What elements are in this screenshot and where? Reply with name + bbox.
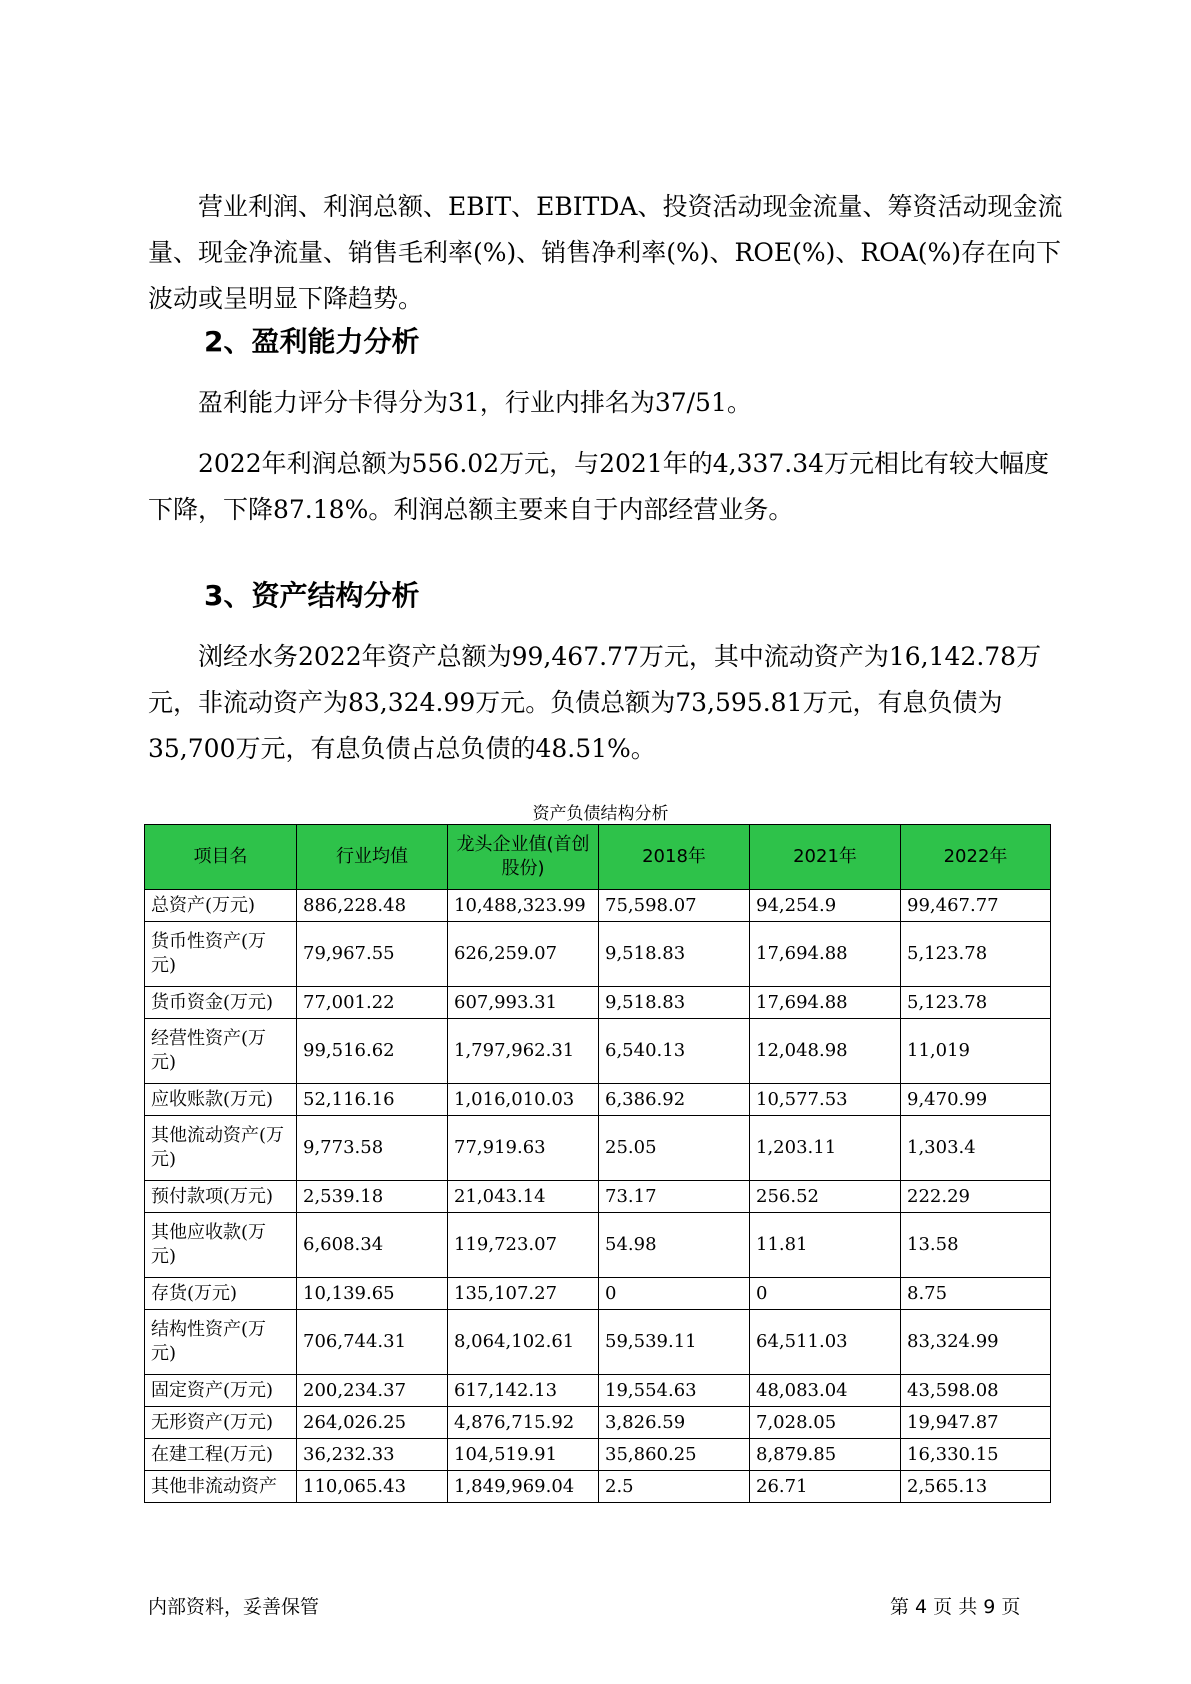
cell-2022: 8.75 [901,1278,1051,1310]
cell-leader-value: 10,488,323.99 [448,890,599,922]
cell-2018: 2.5 [599,1471,750,1503]
cell-2018: 9,518.83 [599,922,750,987]
cell-2022: 16,330.15 [901,1439,1051,1471]
table-row [145,1407,1051,1439]
cell-leader-value: 1,797,962.31 [448,1019,599,1084]
paragraph-declining-indicators: 营业利润、利润总额、EBIT、EBITDA、投资活动现金流量、筹资活动现金流量、现金净流量、销售毛利率(%)、销售净利率(%)、ROE(%)、ROA(%)存在向下波动或呈明显下降趋势。 [148,192,1063,313]
table-row [145,1310,1051,1375]
cell-industry-average: 6,608.34 [297,1213,448,1278]
table-caption: 资产负债结构分析 [532,804,669,824]
table-row [145,987,1051,1019]
table-row [145,1181,1051,1213]
cell-2018: 59,539.11 [599,1310,750,1375]
cell-2018: 75,598.07 [599,890,750,922]
cell-leader-value: 607,993.31 [448,987,599,1019]
cell-industry-average: 110,065.43 [297,1471,448,1503]
cell-2018: 6,540.13 [599,1019,750,1084]
footer-page-number: 第 4 页 共 9 页 [890,1596,1021,1618]
section-heading-asset-structure: 3、资产结构分析 [204,579,420,612]
cell-2022: 2,565.13 [901,1471,1051,1503]
table-row [145,890,1051,922]
asset-liability-table [144,824,1051,1503]
cell-industry-average: 36,232.33 [297,1439,448,1471]
paragraph-total-profit: 2022年利润总额为556.02万元，与2021年的4,337.34万元相比有较大幅度下降，下降87.18%。利润总额主要来自于内部经营业务。 [148,449,1050,524]
cell-2021: 11.81 [750,1213,901,1278]
cell-2018: 3,826.59 [599,1407,750,1439]
cell-2021: 26.71 [750,1471,901,1503]
paragraph-scorecard: 盈利能力评分卡得分为31，行业内排名为37/51。 [198,388,752,417]
cell-industry-average: 52,116.16 [297,1084,448,1116]
table-header-row [145,825,1051,890]
header-year-2022: 2022年 [901,825,1051,890]
row-label: 预付款项(万元) [145,1181,297,1213]
cell-industry-average: 79,967.55 [297,922,448,987]
cell-2018: 54.98 [599,1213,750,1278]
row-label: 其他非流动资产 [145,1471,297,1503]
row-label: 无形资产(万元) [145,1407,297,1439]
cell-2021: 8,879.85 [750,1439,901,1471]
cell-leader-value: 8,064,102.61 [448,1310,599,1375]
cell-2021: 94,254.9 [750,890,901,922]
cell-2018: 25.05 [599,1116,750,1181]
cell-2021: 256.52 [750,1181,901,1213]
cell-2018: 9,518.83 [599,987,750,1019]
header-year-2018: 2018年 [599,825,750,890]
row-label: 其他流动资产(万元) [145,1116,297,1181]
cell-leader-value: 77,919.63 [448,1116,599,1181]
header-item-name: 项目名 [145,825,297,890]
cell-2018: 0 [599,1278,750,1310]
section-heading-profitability: 2、盈利能力分析 [204,325,420,358]
row-label: 存货(万元) [145,1278,297,1310]
cell-2022: 5,123.78 [901,922,1051,987]
cell-2018: 73.17 [599,1181,750,1213]
cell-industry-average: 10,139.65 [297,1278,448,1310]
cell-2021: 64,511.03 [750,1310,901,1375]
cell-industry-average: 706,744.31 [297,1310,448,1375]
row-label: 在建工程(万元) [145,1439,297,1471]
cell-2021: 48,083.04 [750,1375,901,1407]
cell-industry-average: 264,026.25 [297,1407,448,1439]
cell-2022: 83,324.99 [901,1310,1051,1375]
row-label: 货币资金(万元) [145,987,297,1019]
row-label: 其他应收款(万元) [145,1213,297,1278]
cell-2021: 10,577.53 [750,1084,901,1116]
cell-2022: 19,947.87 [901,1407,1051,1439]
footer-confidential-note: 内部资料，妥善保管 [148,1596,320,1618]
cell-leader-value: 135,107.27 [448,1278,599,1310]
table-row [145,1019,1051,1084]
header-industry-average: 行业均值 [297,825,448,890]
cell-2022: 99,467.77 [901,890,1051,922]
row-label: 货币性资产(万元) [145,922,297,987]
cell-leader-value: 119,723.07 [448,1213,599,1278]
cell-2021: 1,203.11 [750,1116,901,1181]
header-year-2021: 2021年 [750,825,901,890]
table-row [145,922,1051,987]
cell-2021: 0 [750,1278,901,1310]
row-label: 应收账款(万元) [145,1084,297,1116]
table-row [145,1213,1051,1278]
cell-leader-value: 1,016,010.03 [448,1084,599,1116]
cell-industry-average: 200,234.37 [297,1375,448,1407]
cell-2022: 11,019 [901,1019,1051,1084]
cell-leader-value: 104,519.91 [448,1439,599,1471]
paragraph-asset-summary: 浏经水务2022年资产总额为99,467.77万元，其中流动资产为16,142.78万元，非流动资产为83,324.99万元。负债总额为73,595.81万元，有息负债为35,700万元，有息负债占总负债的48.51%。 [148,642,1042,763]
cell-2022: 43,598.08 [901,1375,1051,1407]
table-row [145,1116,1051,1181]
cell-2018: 19,554.63 [599,1375,750,1407]
cell-leader-value: 617,142.13 [448,1375,599,1407]
cell-2021: 17,694.88 [750,987,901,1019]
header-leader-value: 龙头企业值(首创股份) [448,825,599,890]
row-label: 结构性资产(万元) [145,1310,297,1375]
cell-2021: 7,028.05 [750,1407,901,1439]
row-label: 经营性资产(万元) [145,1019,297,1084]
row-label: 固定资产(万元) [145,1375,297,1407]
table-row [145,1278,1051,1310]
cell-2021: 17,694.88 [750,922,901,987]
cell-2021: 12,048.98 [750,1019,901,1084]
cell-industry-average: 2,539.18 [297,1181,448,1213]
cell-leader-value: 21,043.14 [448,1181,599,1213]
cell-2018: 6,386.92 [599,1084,750,1116]
table-row [145,1471,1051,1503]
cell-2018: 35,860.25 [599,1439,750,1471]
cell-2022: 9,470.99 [901,1084,1051,1116]
row-label: 总资产(万元) [145,890,297,922]
table-row [145,1375,1051,1407]
cell-2022: 5,123.78 [901,987,1051,1019]
cell-2022: 222.29 [901,1181,1051,1213]
table-row [145,1439,1051,1471]
cell-industry-average: 99,516.62 [297,1019,448,1084]
cell-industry-average: 886,228.48 [297,890,448,922]
cell-leader-value: 626,259.07 [448,922,599,987]
cell-2022: 13.58 [901,1213,1051,1278]
cell-leader-value: 1,849,969.04 [448,1471,599,1503]
table-row [145,1084,1051,1116]
cell-2022: 1,303.4 [901,1116,1051,1181]
cell-industry-average: 9,773.58 [297,1116,448,1181]
cell-leader-value: 4,876,715.92 [448,1407,599,1439]
cell-industry-average: 77,001.22 [297,987,448,1019]
